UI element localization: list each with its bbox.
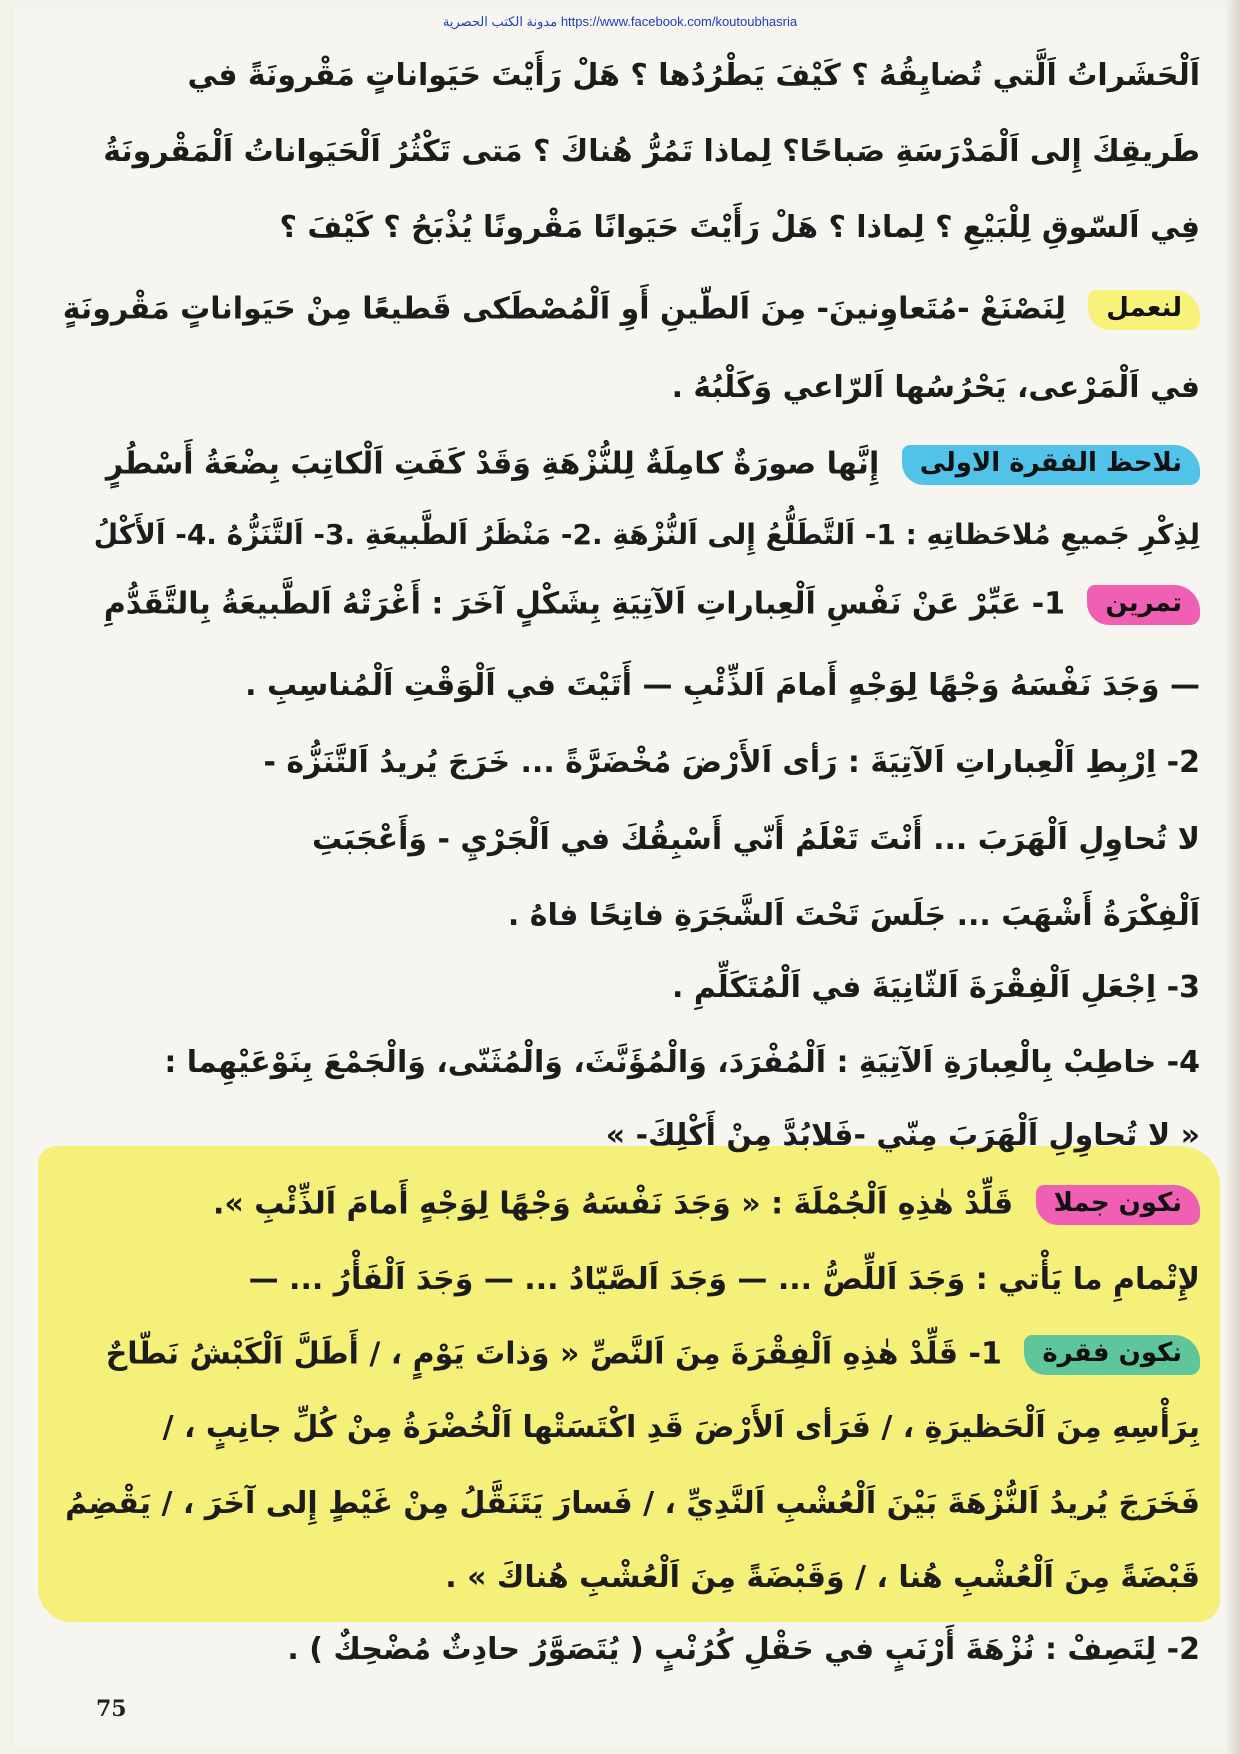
section-lets-work bbox=[63, 290, 1200, 330]
section-form-paragraph bbox=[106, 1335, 1200, 1375]
source-watermark[interactable]: مدونة الكتب الحصرية https://www.facebook.com/koutoubhasria bbox=[442, 14, 798, 29]
text-line-17: لإِتْمامِ ما يَأْتي : وَجَدَ اَللِّصُّ ... — وَجَدَ اَلصَّيّادُ ... — وَجَدَ اَلْفَأْرُ ... — bbox=[248, 1262, 1200, 1297]
label-exercise: تمرين bbox=[1087, 585, 1200, 625]
text-line-2: طَريقِكَ إِلى اَلْمَدْرَسَةِ صَباحًا؟ لِماذا تَمُرُّ هُناكَ ؟ مَتى تَكْثُرُ اَلْحَيَواناتُ اَلْمَقْرونَةُ bbox=[103, 134, 1200, 169]
text-line-10: 2- اِرْبِطِ اَلْعِباراتِ اَلآتِيَةَ : رَأى اَلأَرْضَ مُخْضَرَّةً ... خَرَجَ يُريدُ اَلتَّنَزُّهَ - bbox=[263, 745, 1200, 780]
label-first-paragraph: نلاحظ الفقرة الاولى bbox=[902, 445, 1200, 485]
text-line-5: في اَلْمَرْعى، يَحْرُسُها اَلرّاعي وَكَلْبُهُ . bbox=[671, 370, 1200, 405]
text-line-3: فِي اَلسّوقِ لِلْبَيْعِ ؟ لِماذا ؟ هَلْ رَأَيْتَ حَيَوانًا مَقْرونًا يُذْبَحُ ؟ كَيْفَ ؟ bbox=[279, 210, 1200, 245]
text-line-15: « لا تُحاوِلِ اَلْهَرَبَ مِنّي -فَلابُدَّ مِنْ أَكْلِكَ- » bbox=[605, 1118, 1200, 1153]
label-lets-work: لنعمل bbox=[1088, 290, 1200, 330]
page-number: 75 bbox=[96, 1696, 127, 1722]
text-line-11: لا تُحاوِلِ اَلْهَرَبَ ... أَنْتَ تَعْلَمُ أَنّي أَسْبِقُكَ في اَلْجَرْيِ - وَأَعْجَبَتِ bbox=[312, 822, 1200, 857]
text-line-1: اَلْحَشَراتُ اَلَّتي تُضايِقُهُ ؟ كَيْفَ يَطْرُدُها ؟ هَلْ رَأَيْتَ حَيَواناتٍ مَقْرونَةً في bbox=[187, 58, 1200, 93]
text-line-14: 4- خاطِبْ بِالْعِبارَةِ اَلآتِيَةِ : اَلْمُفْرَدَ، وَالْمُؤَنَّثَ، وَالْمُثَنّى، وَالْجَمْعَ بِنَوْعَيْهِما : bbox=[164, 1045, 1200, 1080]
section-form-sentences bbox=[213, 1185, 1200, 1225]
text-line-9: — وَجَدَ نَفْسَهُ وَجْهًا لِوَجْهٍ أَمامَ اَلذِّئْبِ — أَتَيْتَ في اَلْوَقْتِ اَلْمُناسِبِ . bbox=[245, 668, 1200, 703]
section-exercise bbox=[104, 585, 1200, 625]
text-line-4: لِنَصْنَعْ -مُتَعاوِنينَ- مِنَ اَلطّينِ أَوِ اَلْمُصْطَكى قَطيعًا مِنْ حَيَواناتٍ مَقْرونَةٍ bbox=[62, 291, 1066, 327]
text-line-20: فَخَرَجَ يُريدُ اَلنُّزْهَةَ بَيْنَ اَلْعُشْبِ اَلنَّدِيِّ ، / فَسارَ يَتَنَقَّلُ مِنْ غَيْطٍ إِلى آخَرَ ، / يَقْضِمُ bbox=[65, 1486, 1200, 1521]
text-line-12: اَلْفِكْرَةُ أَشْهَبَ ... جَلَسَ تَحْتَ اَلشَّجَرَةِ فاتِحًا فاهُ . bbox=[507, 898, 1200, 933]
text-line-16: قَلِّدْ هٰذِهِ اَلْجُمْلَةَ : « وَجَدَ نَفْسَهُ وَجْهًا لِوَجْهٍ أَمامَ اَلذِّئْبِ ». bbox=[212, 1186, 1014, 1222]
text-line-8: 1- عَبِّرْ عَنْ نَفْسِ اَلْعِباراتِ اَلآتِيَةِ بِشَكْلٍ آخَرَ : أَغْرَتْهُ اَلطَّبيعَةُ بِالتَّقَدُّمِ bbox=[103, 586, 1066, 622]
label-form-sentences: نكون جملا bbox=[1036, 1185, 1200, 1225]
text-line-19: بِرَأْسِهِ مِنَ اَلْحَظيرَةِ ، / فَرَأى اَلأَرْضَ قَدِ اكْتَسَتْها اَلْخُضْرَةُ مِنْ كُلِّ جانِبٍ ، / bbox=[162, 1410, 1200, 1445]
text-line-7: لِذِكْرِ جَميعِ مُلاحَظاتِهِ : 1- اَلتَّطَلُّعُ إِلى اَلنُّزْهَةِ .2- مَنْظَرُ اَلطَّبيعَةِ .3- اَلتَّنَزُّهُ .4- اَلأَكْلُ bbox=[93, 518, 1200, 551]
text-line-21: قَبْضَةً مِنَ اَلْعُشْبِ هُنا ، / وَقَبْضَةً مِنَ اَلْعُشْبِ هُناكَ » . bbox=[445, 1560, 1200, 1595]
text-line-6: إِنَّها صورَةٌ كامِلَةٌ لِلنُّزْهَةِ وَقَدْ كَفَتِ اَلْكاتِبَ بِضْعَةُ أَسْطُرٍ bbox=[105, 446, 880, 482]
text-line-13: 3- اِجْعَلِ اَلْفِقْرَةَ اَلثّانِيَةَ في اَلْمُتَكَلِّمِ . bbox=[672, 970, 1200, 1005]
section-first-paragraph bbox=[106, 445, 1200, 485]
text-line-22: 2- لِتَصِفْ : نُزْهَةَ أَرْنَبٍ في حَقْلِ كُرُنْبٍ ( يُتَصَوَّرُ حادِثٌ مُضْحِكٌ ) . bbox=[287, 1632, 1200, 1667]
page-edge-shadow bbox=[1226, 0, 1240, 1754]
label-form-paragraph: نكون فقرة bbox=[1024, 1335, 1200, 1375]
text-line-18: 1- قَلِّدْ هٰذِهِ اَلْفِقْرَةَ مِنَ اَلنَّصِّ « وَذاتَ يَوْمٍ ، / أَطَلَّ اَلْكَبْشُ نَطّاحٌ bbox=[105, 1336, 1002, 1372]
